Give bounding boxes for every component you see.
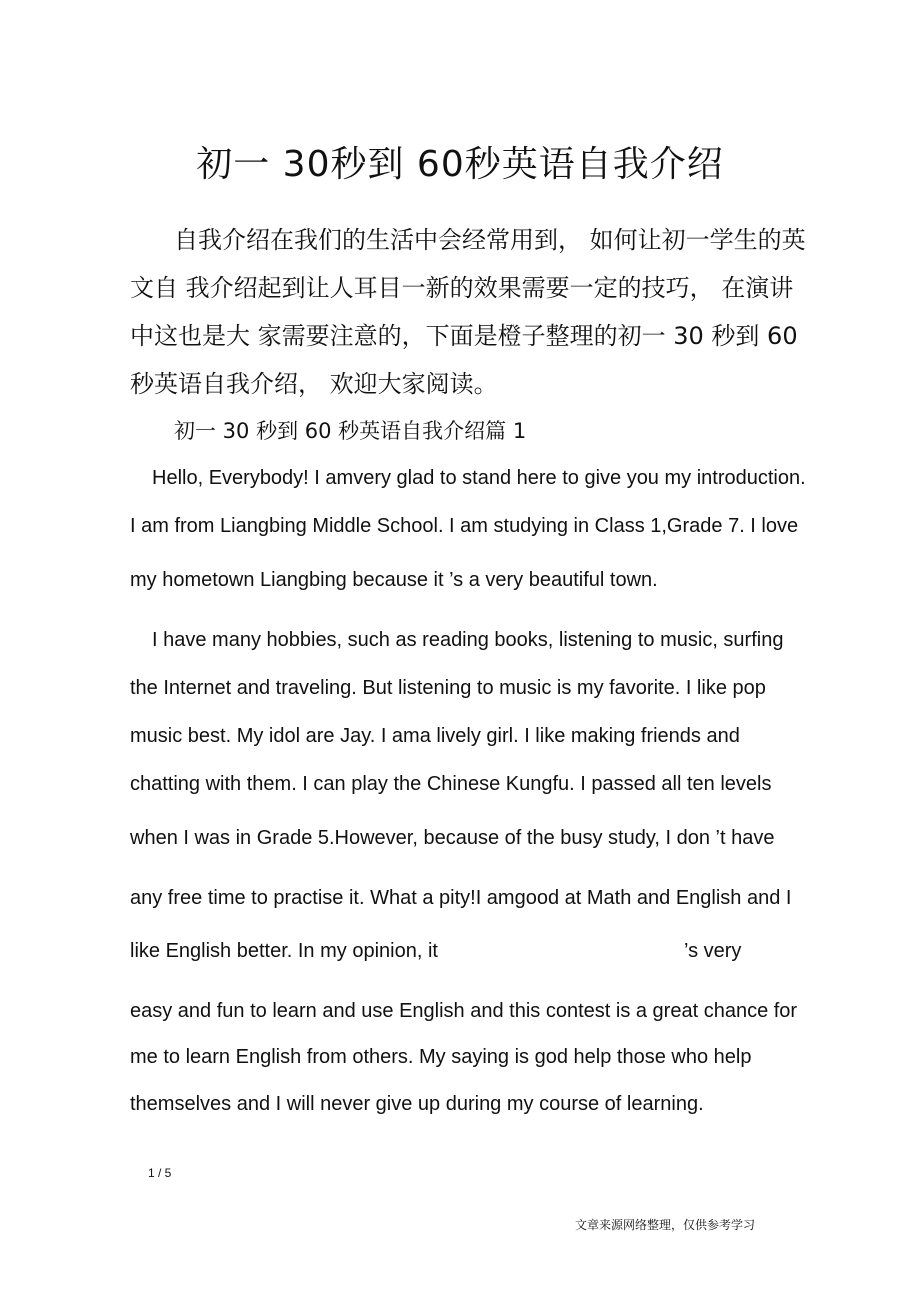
page-title: 初一 30秒到 60秒英语自我介绍 [196,144,724,185]
paragraph-2-line-4: chatting with them. I can play the Chinese Kungfu. I passed all ten levels [130,773,772,795]
paragraph-2-line-10: themselves and I will never give up during my course of learning. [130,1093,704,1115]
paragraph-2-line-6: any free time to practise it. What a pity!I amgood at Math and English and I [130,887,792,909]
page-number: 1 / 5 [148,1166,172,1180]
paragraph-2-line-3: music best. My idol are Jay. I ama lively girl. I like making friends and [130,725,740,747]
paragraph-2-line-2: the Internet and traveling. But listening to music is my favorite. I like pop [130,677,766,699]
paragraph-2-line-9: me to learn English from others. My saying is god help those who help [130,1046,752,1068]
intro-line-3: 中这也是大 家需要注意的，下面是橙子整理的初一 30 秒到 60 [130,322,798,350]
intro-line-2: 文自 我介绍起到让人耳目一新的效果需要一定的技巧， 在演讲 [130,274,794,302]
intro-line-1: 自我介绍在我们的生活中会经常用到， 如何让初一学生的英 [174,226,806,254]
paragraph-2-line-7: like English better. In my opinion, it [130,940,438,962]
paragraph-2-line-8: easy and fun to learn and use English and this contest is a great chance for [130,1000,798,1022]
section-heading: 初一 30 秒到 60 秒英语自我介绍篇 1 [174,419,527,443]
paragraph-2-line-1: I have many hobbies, such as reading books, listening to music, surfing [152,629,784,651]
footer-note: 文章来源网络整理，仅供参考学习 [575,1218,756,1232]
paragraph-1-line-3: my hometown Liangbing because it ’s a very beautiful town. [130,569,658,591]
paragraph-2-line-5: when I was in Grade 5.However, because of the busy study, I don ’t have [130,827,775,849]
paragraph-1-line-2: I am from Liangbing Middle School. I am studying in Class 1,Grade 7. I love [130,515,799,537]
paragraph-1-line-1: Hello, Everybody! I amvery glad to stand here to give you my introduction. [152,467,806,489]
paragraph-2-line-7-tail: ’s very [684,940,742,962]
intro-line-4: 秒英语自我介绍， 欢迎大家阅读。 [130,370,498,398]
